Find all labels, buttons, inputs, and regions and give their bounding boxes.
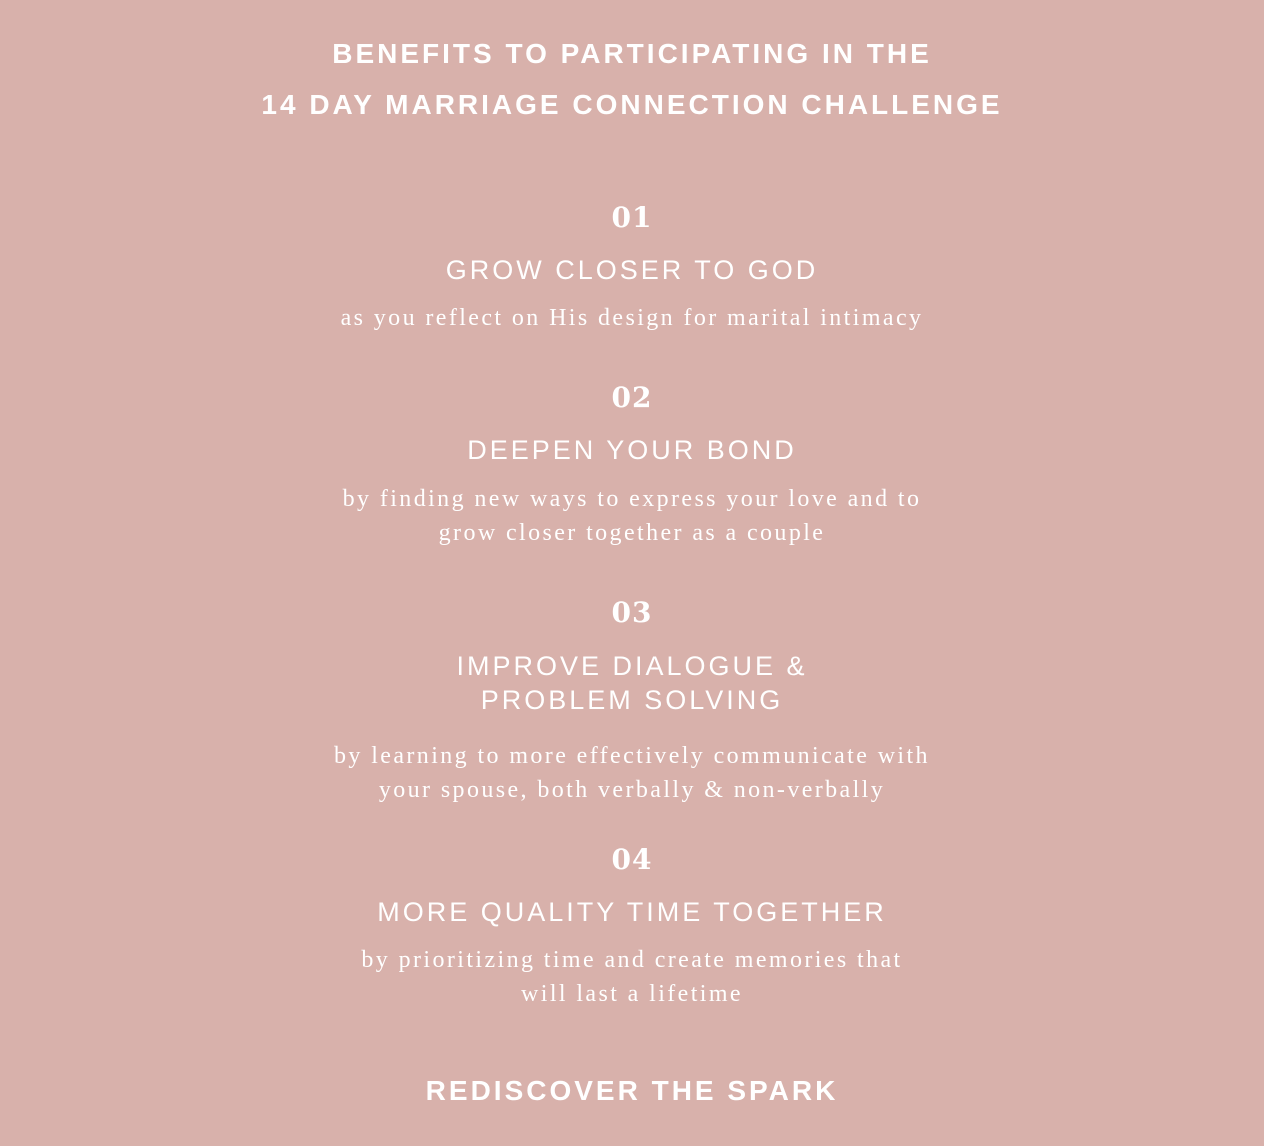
- benefit-title-line: DEEPEN YOUR BOND: [467, 435, 797, 465]
- benefit-description-line: as you reflect on His design for marital intimacy: [340, 305, 924, 331]
- benefit-title-line: PROBLEM SOLVING: [480, 685, 784, 715]
- benefit-title-line: GROW CLOSER TO GOD: [445, 255, 819, 285]
- page-title-line-1: BENEFITS TO PARTICIPATING IN THE: [332, 38, 932, 69]
- benefit-title-line: MORE QUALITY TIME TOGETHER: [377, 897, 887, 927]
- benefit-description: [0, 482, 1264, 550]
- benefit-title-line: IMPROVE DIALOGUE &: [456, 651, 808, 681]
- benefit-description: [0, 301, 1264, 335]
- benefit-title: [0, 649, 1264, 717]
- benefit-description-line: by learning to more effectively communicate with: [334, 743, 930, 769]
- footer-tagline: REDISCOVER THE SPARK: [425, 1075, 839, 1106]
- benefit-number: 04: [611, 843, 653, 876]
- page-title-line-2: 14 DAY MARRIAGE CONNECTION CHALLENGE: [261, 89, 1003, 120]
- benefit-description: [0, 943, 1264, 1011]
- benefit-description: [0, 739, 1264, 807]
- benefit-number: 02: [611, 381, 653, 414]
- benefit-number: 01: [611, 201, 653, 234]
- benefit-description-line: grow closer together as a couple: [438, 520, 826, 546]
- benefit-description-line: by prioritizing time and create memories that: [361, 947, 903, 973]
- benefit-description-line: will last a lifetime: [521, 981, 743, 1007]
- benefit-description-line: by finding new ways to express your love and to: [342, 486, 922, 512]
- benefit-title: [0, 253, 1264, 287]
- benefit-description-line: your spouse, both verbally & non-verbally: [378, 777, 886, 803]
- benefit-number: 03: [611, 596, 653, 629]
- benefit-title: [0, 895, 1264, 929]
- benefit-title: [0, 433, 1264, 467]
